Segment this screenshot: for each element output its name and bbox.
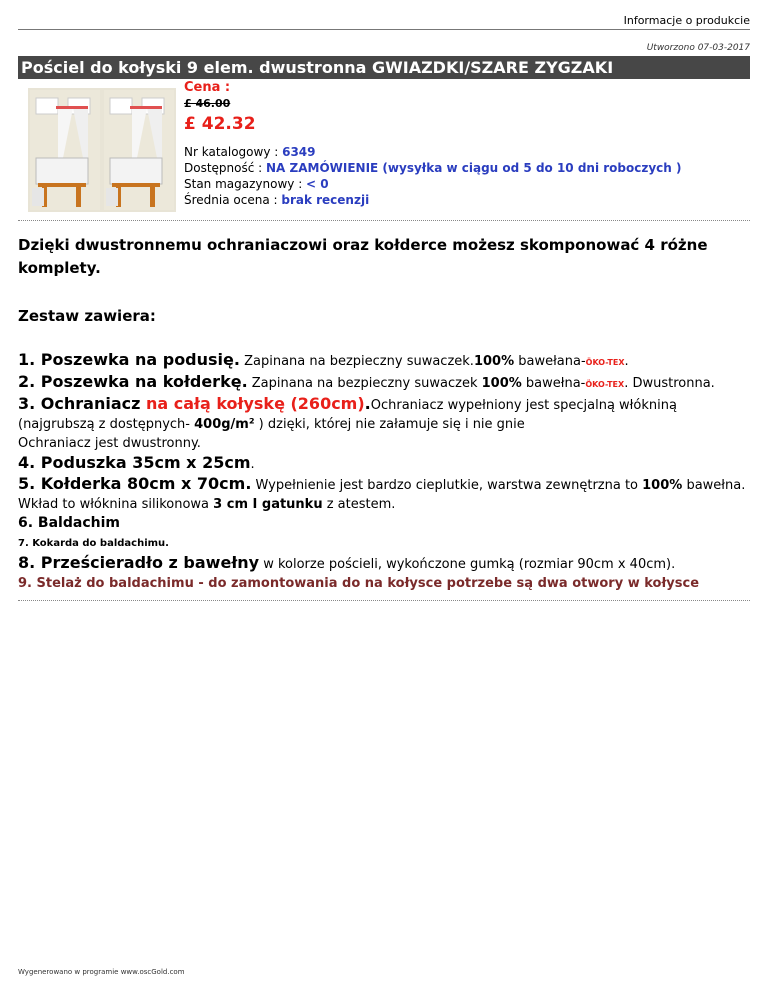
product-title: Pościel do kołyski 9 elem. dwustronna GWIAZDKI/SZARE ZYGZAKI [18, 56, 750, 79]
rating-row [184, 192, 682, 208]
section-header: Informacje o produkcie [18, 14, 750, 30]
lead-text: Dzięki dwustronnemu ochraniaczowi oraz kołderce możesz skomponować 4 różne komplety. [18, 236, 708, 277]
list-item-7: 7. Kokarda do baldachimu. [18, 538, 169, 549]
divider-bottom [18, 600, 750, 601]
stock-label: Stan magazynowy : [184, 177, 307, 191]
list-item-6: 6. Baldachim [18, 515, 120, 531]
availability-row [184, 160, 682, 176]
catalog-label: Nr katalogowy : [184, 145, 283, 159]
list-item-2: 2. Poszewka na kołderkę. Zapinana na bezpieczny suwaczek 100% bawełna-ÖKO-TEX. Dwustronna. [18, 372, 715, 391]
product-photo [28, 88, 176, 212]
price-label: Cena : [184, 80, 231, 95]
catalog-row [184, 144, 682, 160]
item-list [18, 350, 750, 593]
created-date: Utworzono 07-03-2017 [646, 43, 750, 53]
old-price: £ 46.00 [184, 97, 231, 110]
new-price: £ 42.32 [184, 114, 256, 134]
list-item-9: 9. Stelaż do baldachimu - do zamontowania do na kołysce potrzebe są dwa otwory w kołysce [18, 576, 700, 591]
list-item-3-line2: Ochraniacz jest dwustronny. [18, 436, 201, 451]
stock-row [184, 176, 682, 192]
availability-value: NA ZAMÓWIENIE (wysyłka w ciągu od 5 do 10 dni roboczych ) [266, 161, 682, 175]
description [18, 234, 750, 593]
divider-top [18, 220, 750, 221]
catalog-value: 6349 [282, 145, 316, 159]
product-info [184, 80, 682, 208]
list-item-8: 8. Prześcieradło z bawełny w kolorze pościeli, wykończone gumką (rozmiar 90cm x 40cm). [18, 553, 676, 572]
stock-value: < 0 [306, 177, 329, 191]
rating-value: brak recenzji [281, 193, 370, 207]
list-item-5-line2: Wkład to włóknina silikonowa 3 cm I gatunku z atestem. [18, 497, 396, 512]
availability-label: Dostępność : [184, 161, 267, 175]
footer-text: Wygenerowano w programie www.oscGold.com [18, 968, 185, 976]
set-heading: Zestaw zawiera: [18, 307, 156, 325]
rating-label: Średnia ocena : [184, 193, 282, 207]
list-item-3: 3. Ochraniacz na całą kołyskę (260cm).Ochraniacz wypełniony jest specjalną włókniną (najgrubszą z dostępnych- 400g/m² ) dzięki, której nie załamuje się i nie gnie [18, 394, 677, 432]
list-item-1: 1. Poszewka na podusię. Zapinana na bezpieczny suwaczek.100% bawełana-ÖKO-TEX. [18, 350, 629, 369]
list-item-4: 4. Poduszka 35cm x 25cm. [18, 453, 255, 472]
list-item-5: 5. Kołderka 80cm x 70cm. Wypełnienie jest bardzo cieplutkie, warstwa zewnętrzna to 100% bawełna. [18, 474, 746, 493]
